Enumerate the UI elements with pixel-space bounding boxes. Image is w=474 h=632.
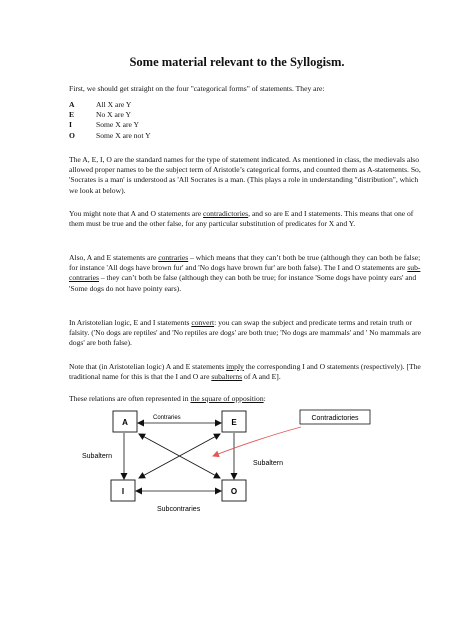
contraries-label: Contraries bbox=[153, 415, 181, 421]
term-contradictories: contradictories bbox=[203, 209, 249, 218]
contradictories-label: Contradictories bbox=[311, 415, 359, 422]
paragraph-contraries: Also, A and E statements are contraries – which means that they can’t both be true (although they can both be false; for instance 'All dogs have brown fur' and 'No dogs have brown fur' are both false). The I and O statements are sub-contraries – they can’t both be false (although they can both be true; for instance 'Some dogs have pointy ears' and 'Some dogs do not have pointy ears). bbox=[69, 253, 421, 293]
term-square-of-opposition: the square of opposition bbox=[190, 394, 264, 403]
form-text: Some X are Y bbox=[96, 120, 139, 130]
form-letter: A bbox=[69, 100, 75, 109]
box-i bbox=[111, 480, 135, 501]
form-text: No X are Y bbox=[96, 110, 131, 120]
subaltern-right-label: Subaltern bbox=[253, 460, 283, 467]
paragraph-standard-names: The A, E, I, O are the standard names for the type of statement indicated. As mentioned in class, the medievals also allowed proper names to be the subject term of Aristotle’s categorical forms, and counted them as A-statements. So, 'Socrates is a man' is understood as 'All Socrates is a man. (This plays a role in understanding "distribution", which we look at below). bbox=[69, 155, 421, 195]
intro-paragraph: First, we should get straight on the four "categorical forms" of statements. They are: bbox=[69, 84, 325, 93]
form-letter: I bbox=[69, 120, 72, 130]
term-sub-contraries: sub-contraries bbox=[69, 263, 421, 283]
subcontraries-label: Subcontraries bbox=[157, 506, 201, 513]
paragraph-square: These relations are often represented in the square of opposition: bbox=[69, 394, 266, 403]
form-letter: E bbox=[69, 110, 75, 120]
form-text: Some X are not Y bbox=[96, 130, 151, 140]
box-o-label: O bbox=[230, 487, 238, 496]
term-contraries: contraries bbox=[158, 253, 189, 262]
box-e bbox=[222, 411, 246, 432]
paragraph-contradictories: You might note that A and O statements are contradictories, and so are E and I statements. This means that one of them must be true and the other false, for any particular substitution of predicates for X and Y. bbox=[69, 209, 414, 229]
form-letter: O bbox=[69, 130, 75, 140]
page-title: Some material relevant to the Syllogism. bbox=[129, 55, 345, 69]
term-convert: convert bbox=[191, 318, 215, 327]
box-o bbox=[222, 480, 246, 501]
term-subalterns: subalterns bbox=[211, 372, 243, 382]
subaltern-left-label: Subaltern bbox=[82, 453, 112, 460]
term-imply: imply bbox=[226, 362, 244, 371]
box-e-label: E bbox=[231, 418, 237, 427]
box-a-label: A bbox=[122, 418, 128, 427]
paragraph-imply: Note that (in Aristotelian logic) A and E statements imply the corresponding I and O statements (respectively). [The traditional name for this is that the I and O are subalterns of A and E]. bbox=[69, 362, 421, 382]
box-a bbox=[113, 411, 137, 432]
contradictories-callout bbox=[300, 410, 370, 424]
paragraph-convert: In Aristotelian logic, E and I statements convert: you can swap the subject and predicate terms and retain truth or falsity. ('No dogs are reptiles' and 'No reptiles are dogs' are both true; 'No dogs are mammals' and ' No mammals are dogs' are both false). bbox=[69, 318, 421, 348]
form-text: All X are Y bbox=[96, 100, 132, 109]
box-i-label: I bbox=[121, 487, 125, 496]
